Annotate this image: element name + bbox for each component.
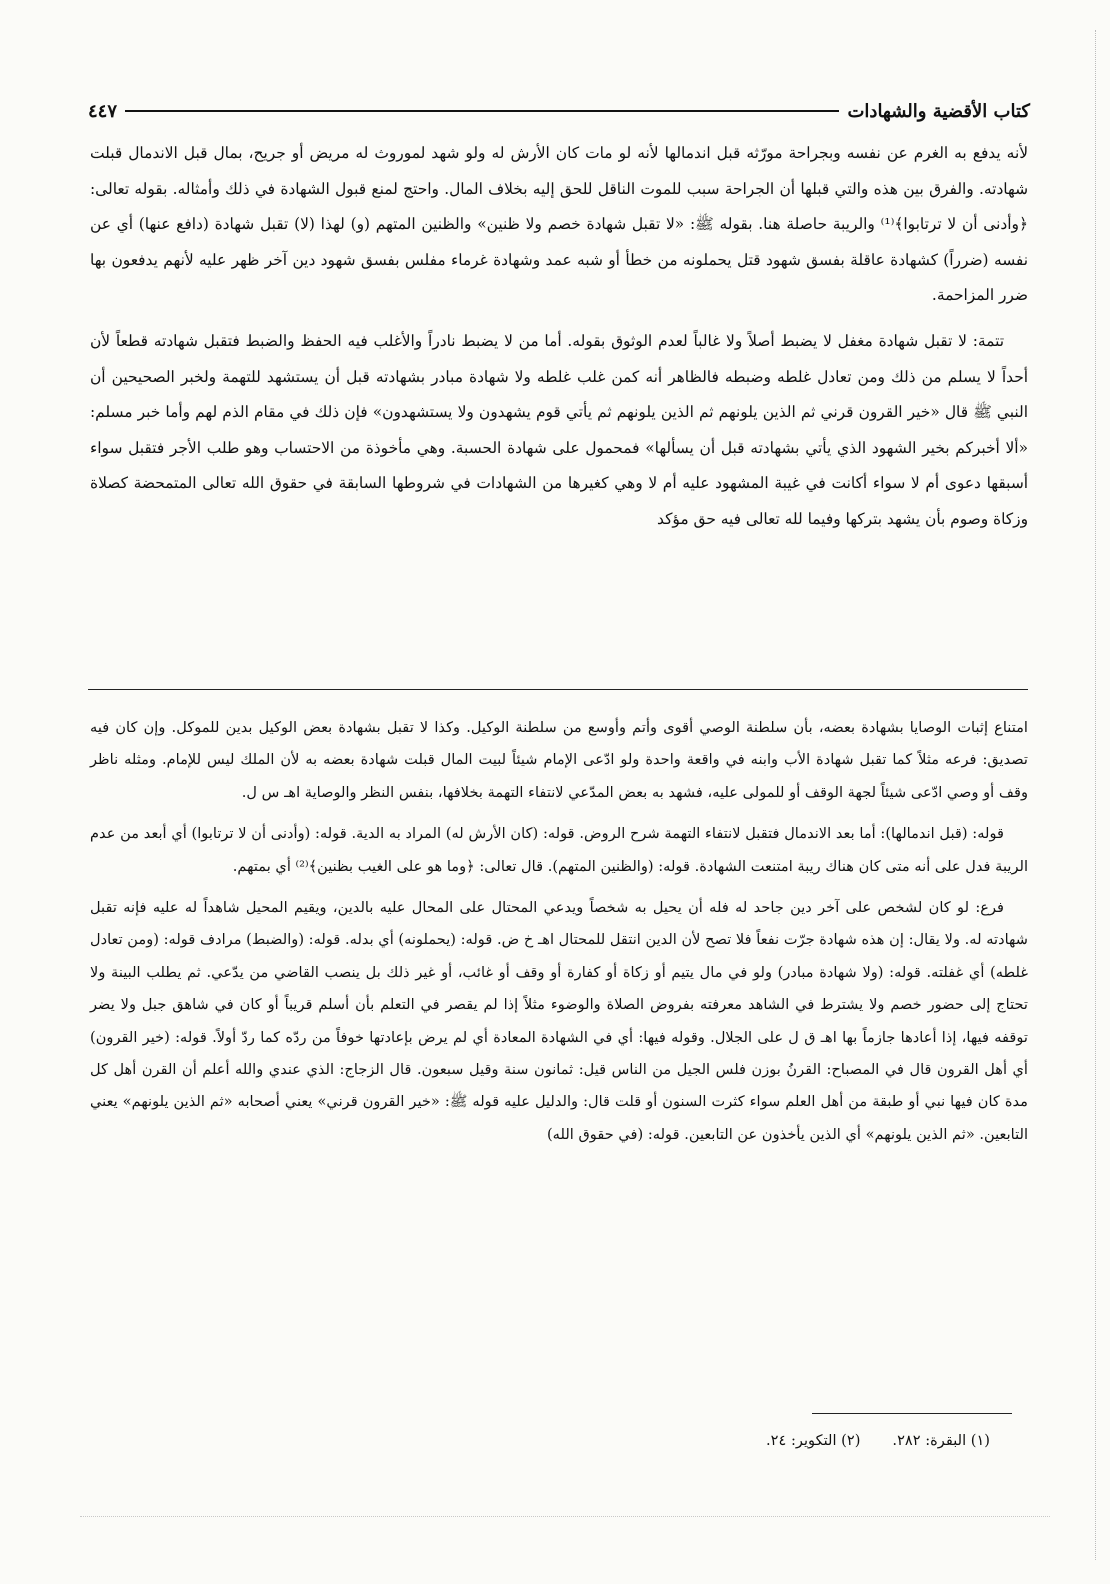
commentary-text: [90, 712, 1028, 1160]
header-rule: [125, 110, 839, 112]
main-paragraph-2: تتمة: لا تقبل شهادة مغفل لا يضبط أصلاً ولا غالباً لعدم الوثوق بقوله. أما من لا يضبط نادراً والأغلب فيه الحفظ والضبط فتقبل شهادته قطعاً لأن أحداً لا يسلم من ذلك ومن تعادل غلطه وضبطه فالظاهر أنه كمن غلب غلطه ولا شهادة مبادر بشهادته قبل أن يستشهد للتهمة ولخبر الصحيحين أن النبي ﷺ قال «خير القرون قرني ثم الذين يلونهم ثم الذين يلونهم ثم يأتي قوم يشهدون ولا يستشهدون» فإن ذلك في مقام الذم لهم وأما خبر مسلم: «ألا أخبركم بخير الشهود الذي يأتي بشهادته قبل أن يسألها» فمحمول على شهادة الحسبة. وهي مأخوذة من الاحتساب وهو طلب الأجر فتقبل سواء أسبقها دعوى أم لا سواء أكانت في غيبة المشهود عليه أم لا وهي كغيرها من الشهادات في شروطها السابقة في حقوق الله تعالى المتمحضة كصلاة وزكاة وصوم بأن يشهد بتركها وفيما لله تعالى فيه حق مؤكد: [90, 331, 1028, 528]
footnote-1: (١) البقرة: ٢٨٢.: [892, 1432, 990, 1449]
page-bottom-decoration: [80, 1516, 1050, 1517]
commentary-separator: [88, 689, 1028, 690]
commentary-paragraph-3: فرع: لو كان لشخص على آخر دين جاحد له فله أن يحيل به شخصاً ويدعي المحتال على المحال عليه بالدين، ويقيم المحيل شاهداً له عليه فإنه تقبل شهادته له. ولا يقال: إن هذه شهادة جرّت نفعاً فلا تصح لأن الدين انتقل للمحتال اهـ خ ض. قوله: (يحملونه) أي بدله. قوله: (والضبط) مرادف قوله: (ومن تعادل غلطه) أي غفلته. قوله: (ولا شهادة مبادر) ولو في مال يتيم أو زكاة أو كفارة أو وقف أو غائب، أو غير ذلك بل ينصب القاضي من يدّعي. ثم يطلب البينة ولا تحتاج إلى حضور خصم ولا يشترط في الشاهد معرفته بفروض الصلاة والوضوء مثلاً إذا لم يقصر في التعلم بأن أسلم قريباً أو كان في شاهق جبل ولا يضر توقفه فيها، إذا أعادها جازماً بها اهـ ق ل على الجلال. وقوله فيها: أي في الشهادة المعادة أي لم يرض بإعادتها خوفاً من ردّه كما ردّ أولاً. قوله: (خير القرون) أي أهل القرون قال في المصباح: القرنُ بوزن فلس الجيل من الناس قيل: ثمانون سنة وقيل سبعون. قال الزجاج: الذي عندي والله أعلم أن القرن أهل كل مدة كان فيها نبي أو طبقة من أهل العلم سواء كثرت السنون أو قلت قال: والدليل عليه قوله ﷺ: «خير القرون قرني» يعني أصحابه «ثم الذين يلونهم» يعني التابعين. «ثم الذين يلونهم» أي الذين يأخذون عن التابعين. قوله: (في حقوق الله): [90, 899, 1028, 1143]
page-number: ٤٤٧: [88, 100, 118, 122]
footnotes: [766, 1432, 990, 1449]
footnote-rule: [812, 1413, 1012, 1414]
main-paragraph-1: لأنه يدفع به الغرم عن نفسه وبجراحة مورّثه قبل اندمالها لأنه لو مات كان الأرش له ولو شهد لموروث له مريض أو جريح، بمال قبل الاندمال قبلت شهادته. والفرق بين هذه والتي قبلها أن الجراحة سبب للموت الناقل للحق إليه بخلاف المال. واحتج لمنع قبول الشهادة في ذلك وأمثاله. بقوله تعالى: ﴿وأدنى أن لا ترتابوا﴾⁽¹⁾ والريبة حاصلة هنا. بقوله ﷺ: «لا تقبل شهادة خصم ولا ظنين» والظنين المتهم (و) لهذا (لا) تقبل شهادة (دافع عنها) أي عن نفسه (ضرراً) كشهادة عاقلة بفسق شهود قتل يحملونه من خطأ أو شبه عمد وشهادة غرماء مفلس بفسق شهود دين آخر ظهر عليه لأنهم يدفعون بها ضرر المزاحمة.: [90, 144, 1028, 305]
page-edge-decoration: [1075, 30, 1096, 1560]
main-text: [90, 136, 1028, 538]
book-title: كتاب الأقضية والشهادات: [847, 100, 1030, 122]
commentary-paragraph-1: امتناع إثبات الوصايا بشهادة بعضه، بأن سلطنة الوصي أقوى وأتم وأوسع من سلطنة الوكيل. وكذا لا تقبل بشهادة بعض الوكيل بدين للموكل. وإن كان فيه تصديق: فرعه مثلاً كما تقبل شهادة الأب وابنه في واقعة واحدة ولو ادّعى الإمام شيئاً لبيت المال قبلت شهادة بعضه به لأن الملك ليس للإمام. ومثله ناظر وقف أو وصي ادّعى شيئاً لجهة الوقف أو للمولى عليه، فشهد به بعض المدّعي لانتفاء التهمة بخلافها، بنفس النظر والوصاية اهـ س ل.: [90, 719, 1028, 801]
running-header: [88, 96, 1030, 126]
commentary-paragraph-2: قوله: (قبل اندمالها): أما بعد الاندمال فتقبل لانتفاء التهمة شرح الروض. قوله: (كان الأرش له) المراد به الدية. قوله: (وأدنى أن لا ترتابوا) أي أبعد من عدم الريبة فدل على أنه متى كان هناك ريبة امتنعت الشهادة. قوله: (والظنين المتهم). قال تعالى: ﴿وما هو على الغيب بظنين﴾⁽²⁾ أي بمتهم.: [90, 825, 1028, 875]
footnote-2: (٢) التكوير: ٢٤.: [766, 1432, 861, 1449]
